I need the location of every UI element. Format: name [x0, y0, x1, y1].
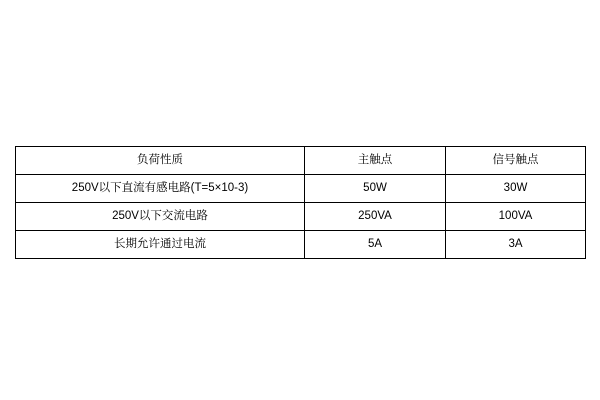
contact-rating-table — [15, 146, 586, 259]
table-header-row — [16, 147, 586, 175]
cell-signal-contact: 100VA — [446, 203, 586, 231]
cell-load-type: 250V以下直流有感电路(T=5×10-3) — [16, 175, 305, 203]
table-row — [16, 175, 586, 203]
cell-load-type: 250V以下交流电路 — [16, 203, 305, 231]
cell-load-type: 长期允许通过电流 — [16, 231, 305, 259]
table-row — [16, 203, 586, 231]
cell-signal-contact: 30W — [446, 175, 586, 203]
table-row — [16, 231, 586, 259]
cell-main-contact: 250VA — [305, 203, 446, 231]
column-header-load-type: 负荷性质 — [16, 147, 305, 175]
column-header-main-contact: 主触点 — [305, 147, 446, 175]
column-header-signal-contact: 信号触点 — [446, 147, 586, 175]
cell-signal-contact: 3A — [446, 231, 586, 259]
cell-main-contact: 5A — [305, 231, 446, 259]
spec-table-container — [15, 146, 585, 259]
cell-main-contact: 50W — [305, 175, 446, 203]
